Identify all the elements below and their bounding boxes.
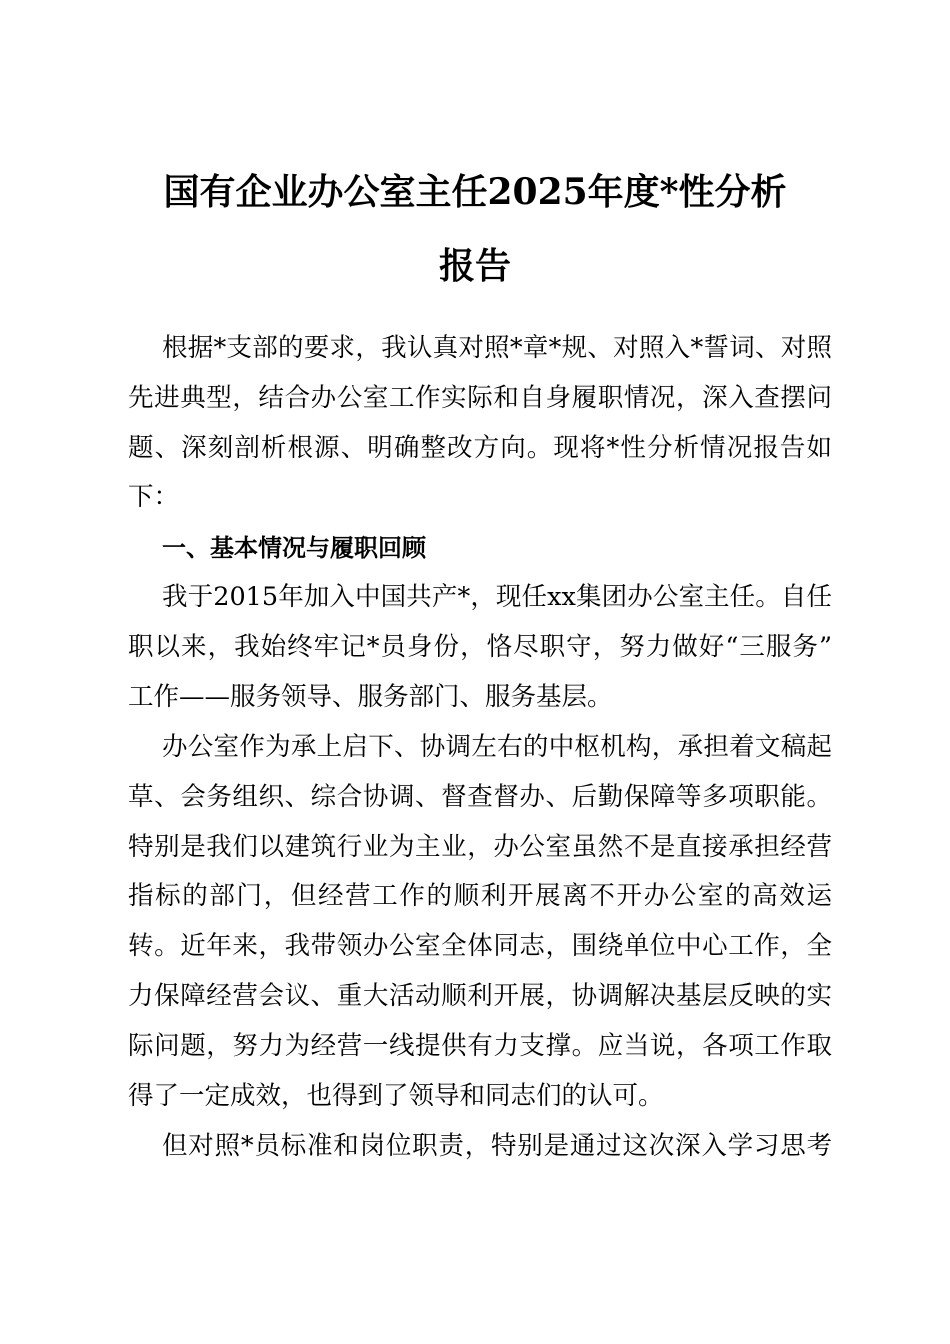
para1-line-3: 工作——服务领导、服务部门、服务基层。 [128,682,613,712]
para2-line-1: 办公室作为承上启下、协调左右的中枢机构，承担着文稿起 [162,732,832,762]
para2-line-4: 指标的部门，但经营工作的顺利开展离不开办公室的高效运 [128,881,832,911]
para3-line-1: 但对照*员标准和岗位职责，特别是通过这次深入学习思考 [162,1131,832,1161]
para1-line-1: 我于2015年加入中国共产*，现任xx集团办公室主任。自任 [162,582,832,612]
document-title-line-2: 报告 [438,245,511,287]
para2-line-2: 草、会务组织、综合协调、督查督办、后勤保障等多项职能。 [128,782,832,812]
intro-line-2: 先进典型，结合办公室工作实际和自身履职情况，深入查摆问 [128,383,832,413]
para2-line-5: 转。近年来，我带领办公室全体同志，围绕单位中心工作，全 [128,931,832,961]
intro-line-4: 下： [128,482,180,512]
section-heading-1: 一、基本情况与履职回顾 [162,534,426,562]
para2-line-8: 得了一定成效，也得到了领导和同志们的认可。 [128,1081,664,1111]
para2-line-3: 特别是我们以建筑行业为主业，办公室虽然不是直接承担经营 [128,832,832,862]
para2-line-7: 际问题，努力为经营一线提供有力支撑。应当说，各项工作取 [128,1031,832,1061]
para1-line-2: 职以来，我始终牢记*员身份，恪尽职守，努力做好“三服务” [128,632,832,662]
intro-line-3: 题、深刻剖析根源、明确整改方向。现将*性分析情况报告如 [128,433,832,463]
intro-line-1: 根据*支部的要求，我认真对照*章*规、对照入*誓词、对照 [162,333,832,363]
para2-line-6: 力保障经营会议、重大活动顺利开展，协调解决基层反映的实 [128,981,832,1011]
document-title-line-1: 国有企业办公室主任2025年度*性分析 [163,171,787,213]
